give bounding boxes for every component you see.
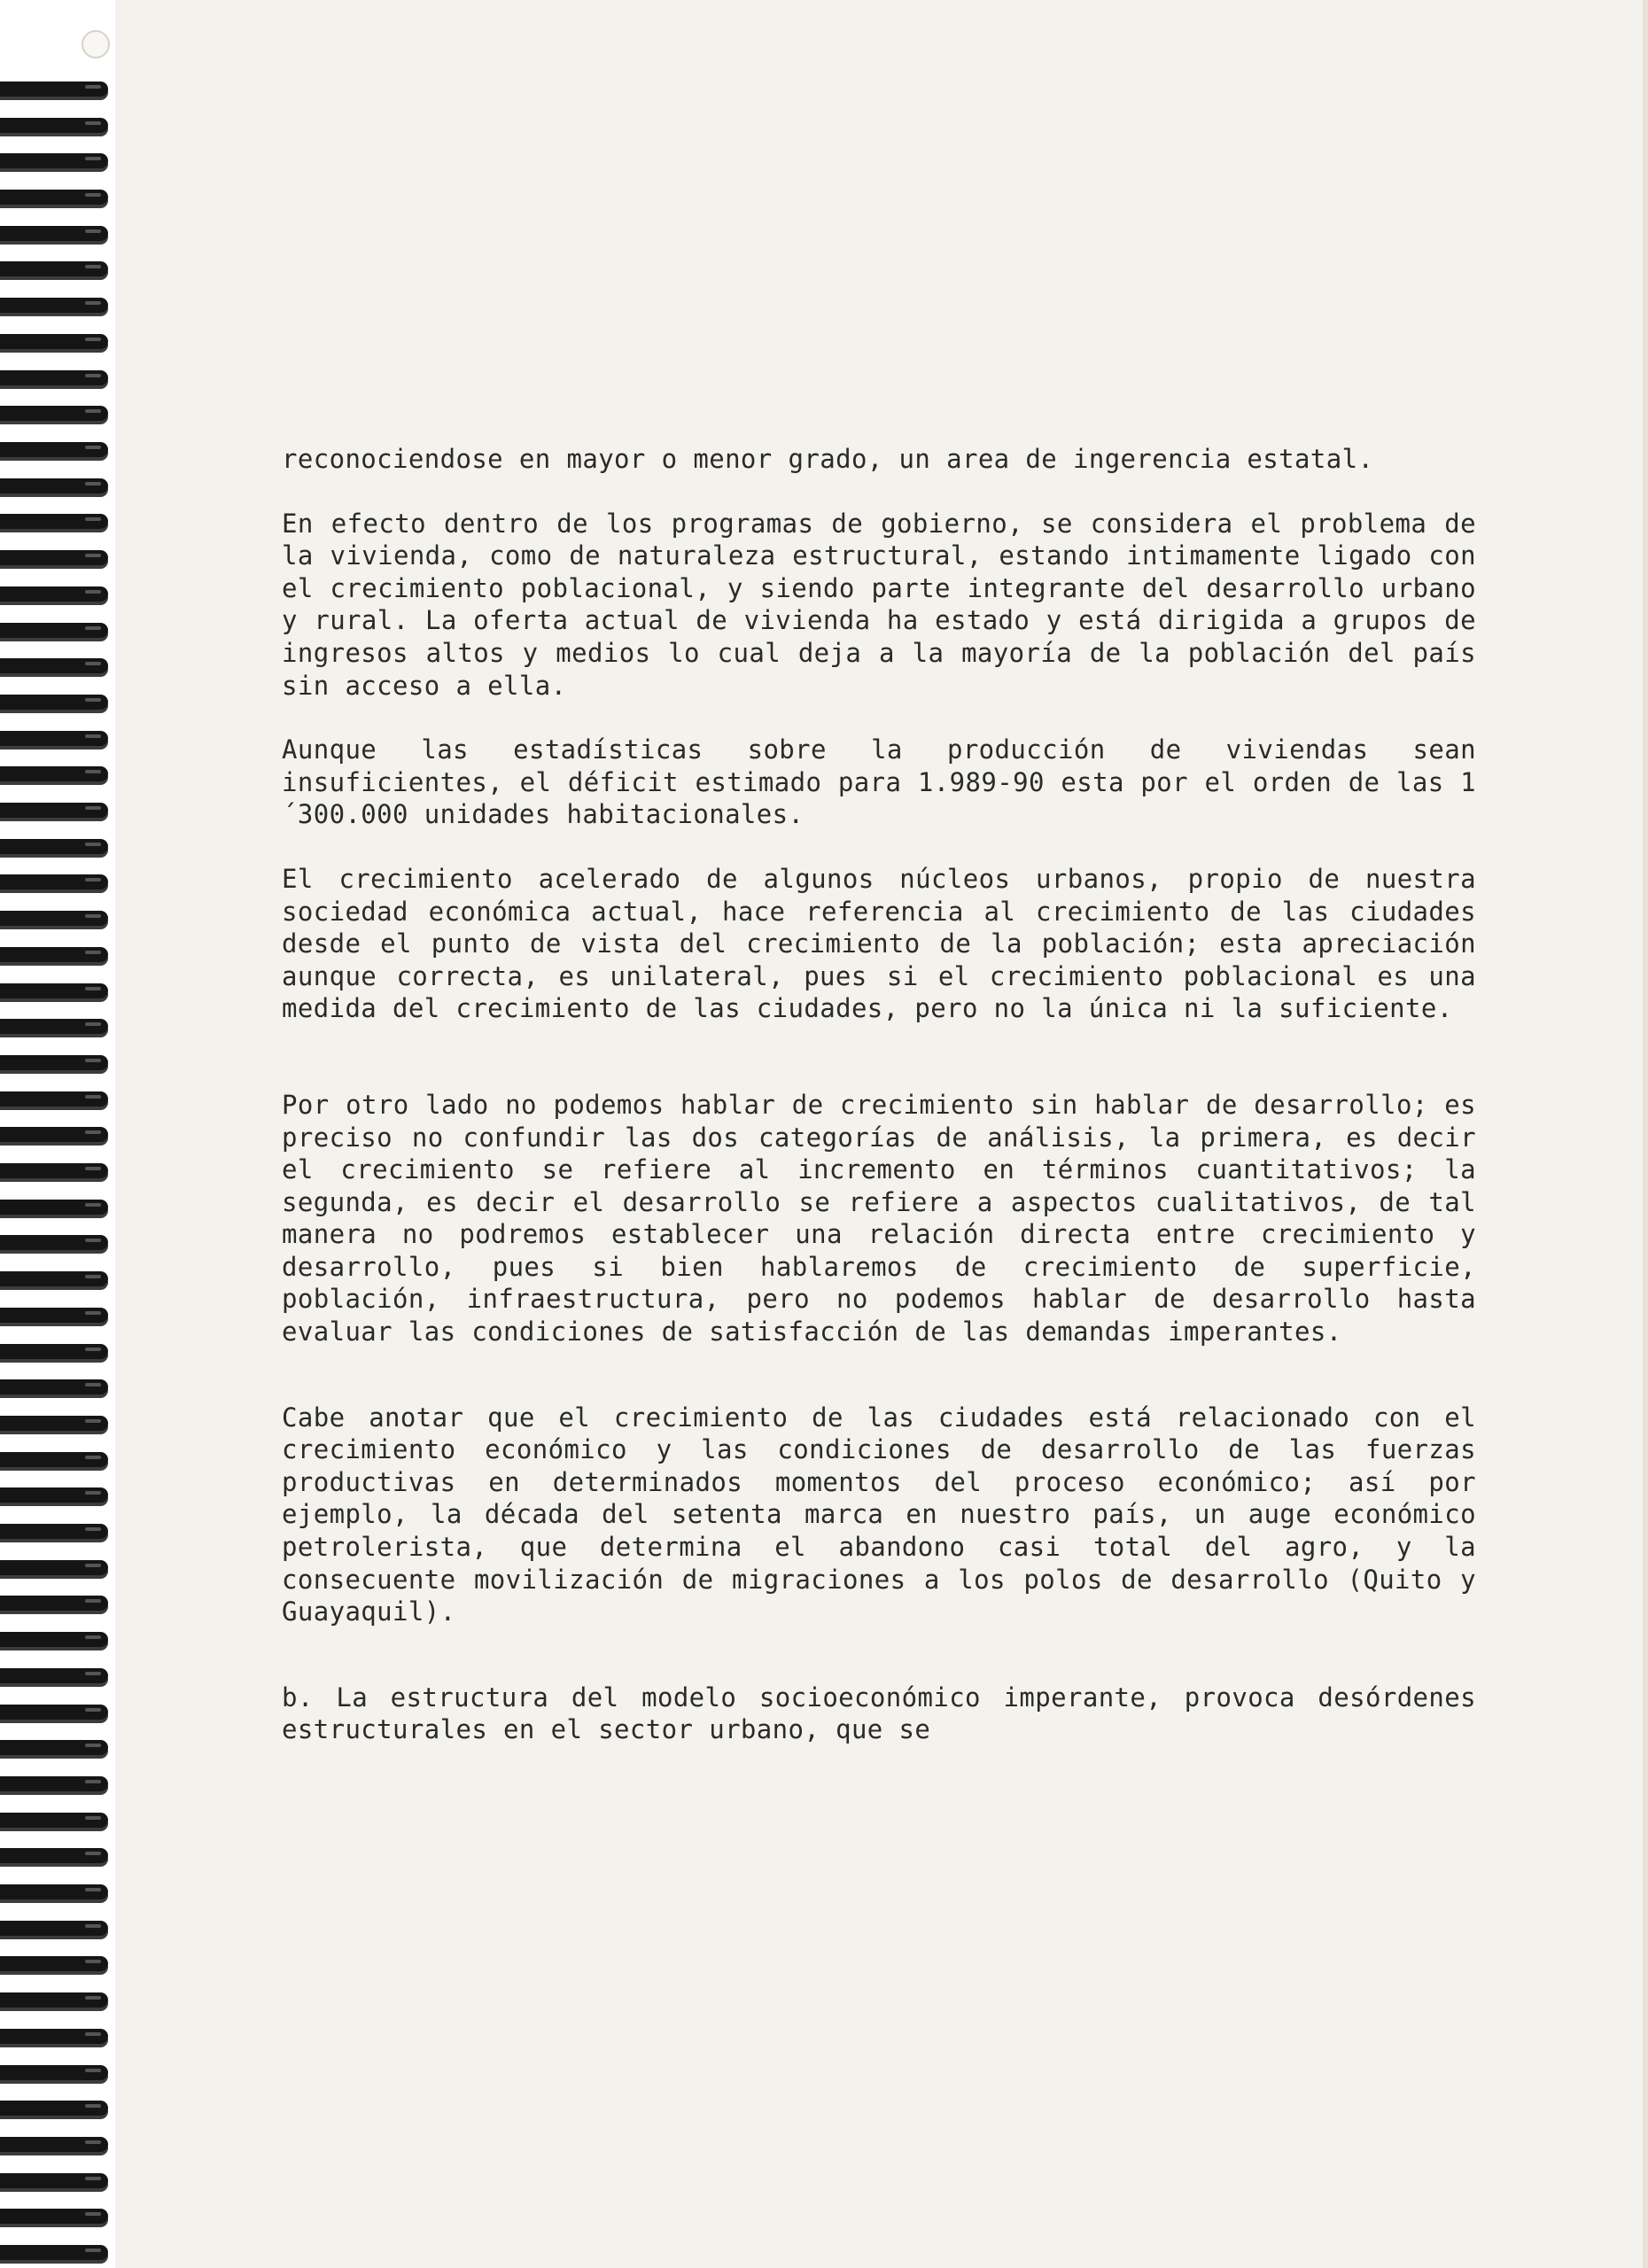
binding-coil: [0, 1127, 108, 1142]
binding-coil: [0, 1019, 108, 1034]
paragraph-1: reconociendose en mayor o menor grado, un area de ingerencia estatal.: [282, 444, 1374, 474]
binding-coil: [0, 911, 108, 926]
binding-coil: [0, 226, 108, 241]
binding-coil: [0, 1163, 108, 1178]
binding-coil: [0, 947, 108, 962]
binding-coil: [0, 1956, 108, 1971]
binding-coil: [0, 1776, 108, 1791]
binding-coil: [0, 874, 108, 889]
binding-coil: [0, 370, 108, 385]
binding-coil: [0, 82, 108, 97]
binding-coil: [0, 550, 108, 565]
binding-coil: [0, 1452, 108, 1467]
binding-coil: [0, 1884, 108, 1899]
binding-coil: [0, 1596, 108, 1611]
paragraph-5: Por otro lado no podemos hablar de crecimiento sin hablar de desarrollo; es preciso no confundir las dos categorías de análisis, la primera, es decir el crecimiento se refiere al incremento en términos cuantitativos; la segunda, es decir el desarrollo se refiere a aspectos cualitativos, de tal manera no podremos establecer una relación directa entre crecimiento y desarrollo, pues si bien hablaremos de crecimiento de superficie, población, infraestructura, pero no podemos hablar de desarrollo hasta evaluar las condiciones de satisfacción de las demandas imperantes.: [282, 1089, 1476, 1348]
binding-coil: [0, 1487, 108, 1503]
binding-coil: [0, 190, 108, 205]
binding-coil: [0, 586, 108, 602]
punch-hole: [82, 30, 110, 58]
binding-coil: [0, 298, 108, 313]
binding-coil: [0, 2101, 108, 2116]
binding-coil: [0, 839, 108, 854]
document-body: [282, 443, 1476, 1778]
binding-coil: [0, 1705, 108, 1720]
binding-coil: [0, 1235, 108, 1250]
spiral-binding: [0, 0, 115, 2268]
binding-coil: [0, 2065, 108, 2080]
binding-coil: [0, 2209, 108, 2224]
binding-coil: [0, 1416, 108, 1431]
binding-coil: [0, 1740, 108, 1755]
binding-coil: [0, 1091, 108, 1107]
binding-coil: [0, 153, 108, 168]
binding-coil: [0, 406, 108, 421]
binding-coil: [0, 1632, 108, 1647]
binding-coil: [0, 1200, 108, 1215]
binding-coil: [0, 1668, 108, 1683]
binding-coil: [0, 695, 108, 710]
binding-coil: [0, 334, 108, 349]
binding-coil: [0, 2029, 108, 2044]
binding-coil: [0, 478, 108, 493]
binding-coil: [0, 1308, 108, 1323]
binding-coil: [0, 1848, 108, 1863]
binding-coil: [0, 766, 108, 781]
paragraph-6: Cabe anotar que el crecimiento de las ciudades está relacionado con el crecimiento económico y las condiciones de desarrollo de las fuerzas productivas en determinados momentos del proceso económico; así por ejemplo, la década del setenta marca en nuestro país, un auge económico petrolerista, que determina el abandono casi total del agro, y la consecuente movilización de migraciones a los polos de desarrollo (Quito y Guayaquil).: [282, 1402, 1476, 1627]
binding-coil: [0, 2137, 108, 2152]
binding-coil: [0, 1992, 108, 2008]
binding-coil: [0, 1813, 108, 1828]
binding-coil: [0, 442, 108, 457]
binding-coil: [0, 2173, 108, 2188]
binding-coil: [0, 261, 108, 276]
binding-coil: [0, 118, 108, 133]
binding-coil: [0, 623, 108, 638]
binding-coil: [0, 658, 108, 673]
binding-coil: [0, 803, 108, 818]
binding-coil: [0, 1271, 108, 1286]
binding-coil: [0, 1379, 108, 1394]
binding-coil: [0, 1524, 108, 1539]
binding-coil: [0, 731, 108, 746]
binding-coil: [0, 1055, 108, 1070]
binding-coil: [0, 2245, 108, 2260]
binding-coil: [0, 1921, 108, 1936]
paragraph-7: b. La estructura del modelo socioeconómico imperante, provoca desórdenes estructurales en el sector urbano, que se: [282, 1682, 1476, 1745]
paragraph-2: En efecto dentro de los programas de gobierno, se considera el problema de la vivienda, como de naturaleza estructural, estando intimamente ligado con el crecimiento poblacional, y siendo parte integrante del desarrollo urbano y rural. La oferta actual de vivienda ha estado y está dirigida a grupos de ingresos altos y medios lo cual deja a la mayoría de la población del país sin acceso a ella.: [282, 508, 1476, 701]
binding-coil: [0, 983, 108, 998]
paragraph-4: El crecimiento acelerado de algunos núcleos urbanos, propio de nuestra sociedad económica actual, hace referencia al crecimiento de las ciudades desde el punto de vista del crecimiento de la población; esta apreciación aunque correcta, es unilateral, pues si el crecimiento poblacional es una medida del crecimiento de las ciudades, pero no la única ni la suficiente.: [282, 863, 1476, 1024]
binding-coil: [0, 1560, 108, 1575]
paragraph-3: Aunque las estadísticas sobre la producción de viviendas sean insuficientes, el déficit estimado para 1.989-90 esta por el orden de las 1´300.000 unidades habitacionales.: [282, 734, 1476, 830]
binding-coil: [0, 514, 108, 529]
binding-coil: [0, 1344, 108, 1359]
